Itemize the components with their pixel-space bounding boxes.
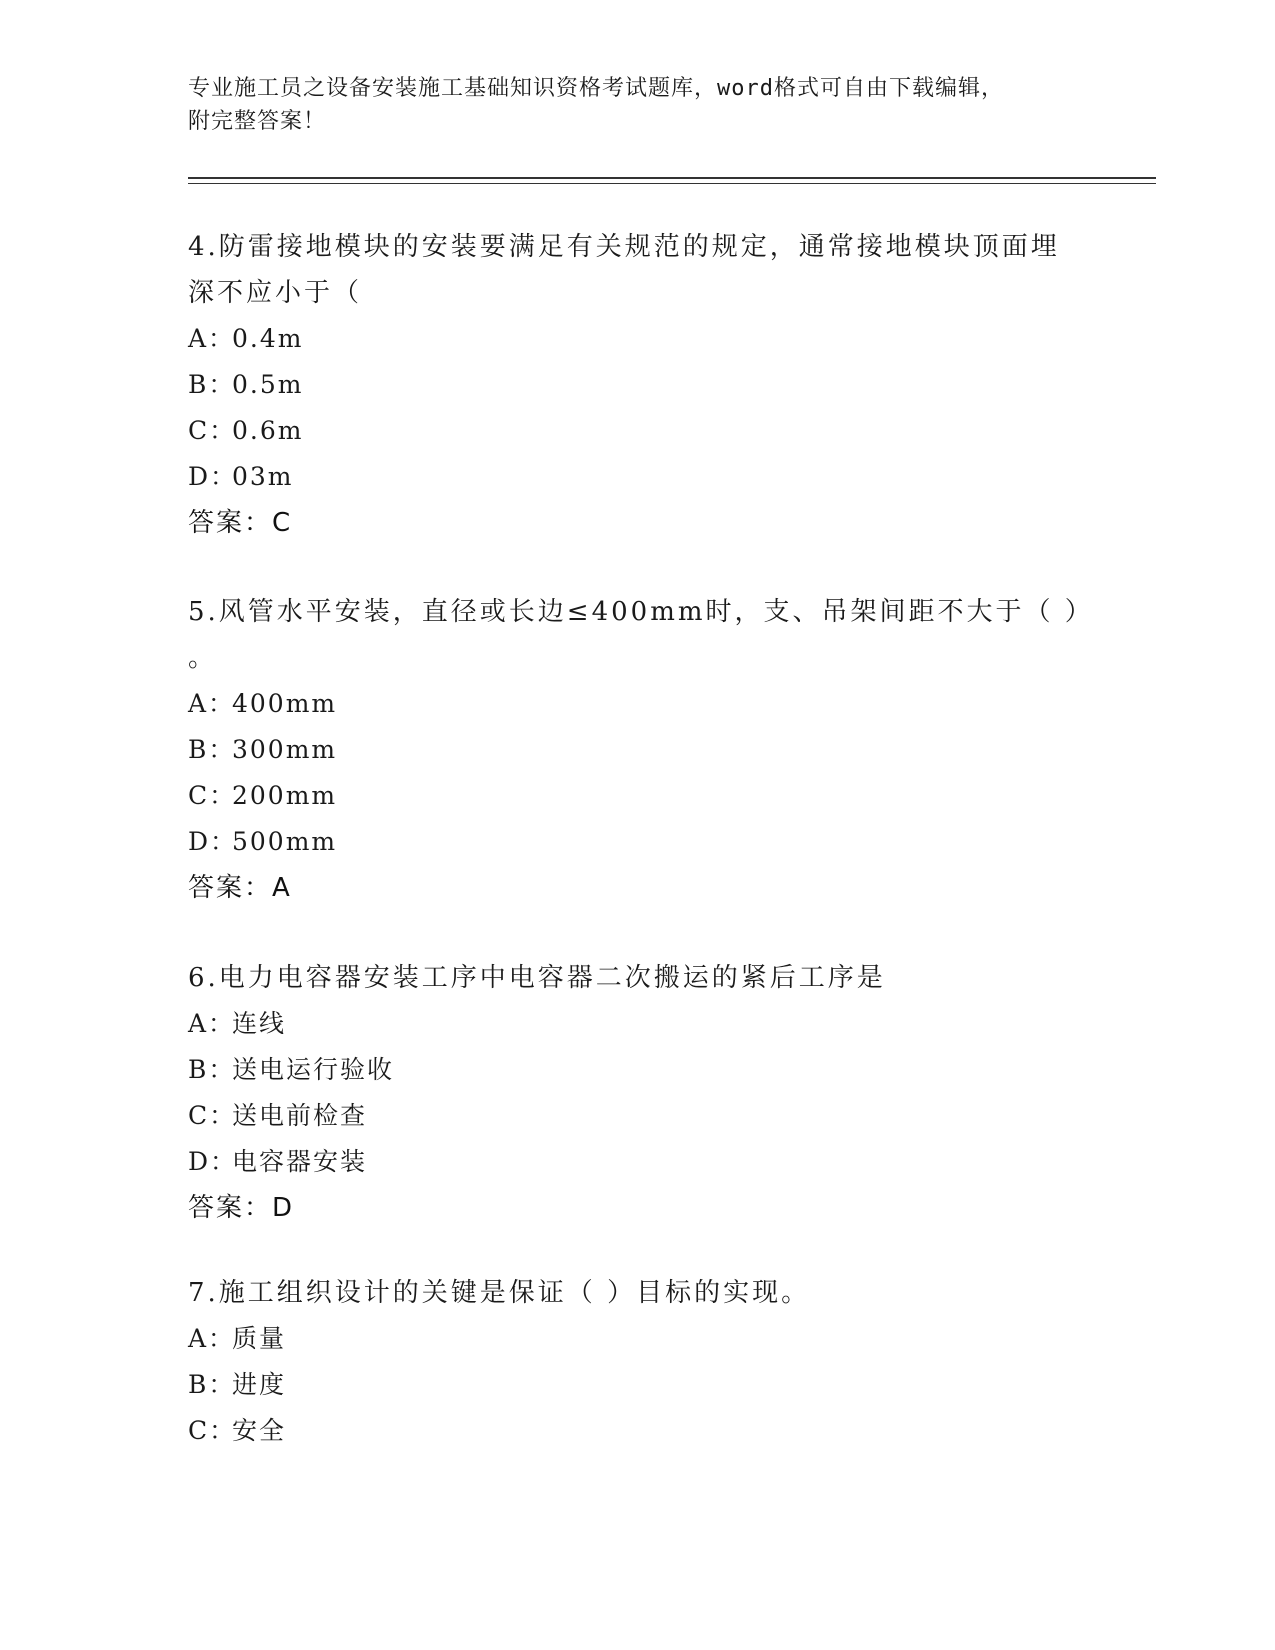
option-d bbox=[188, 819, 1088, 865]
option-label: A： bbox=[188, 1009, 236, 1038]
option-text: 500mm bbox=[232, 827, 338, 856]
question-6 bbox=[188, 955, 1088, 1231]
option-b bbox=[188, 362, 1088, 408]
option-text: 进度 bbox=[232, 1370, 287, 1399]
option-label: A： bbox=[188, 689, 236, 718]
option-d bbox=[188, 1139, 1088, 1185]
question-4 bbox=[188, 224, 1088, 546]
option-c bbox=[188, 408, 1088, 454]
question-stem: 4.防雷接地模块的安装要满足有关规范的规定，通常接地模块顶面埋 bbox=[188, 232, 1060, 262]
option-label: D： bbox=[188, 1147, 238, 1176]
question-stem-continued: 。 bbox=[188, 643, 218, 673]
option-c bbox=[188, 1093, 1088, 1139]
option-label: B： bbox=[188, 1370, 236, 1399]
option-c bbox=[188, 1408, 1088, 1454]
option-label: A： bbox=[188, 1324, 236, 1353]
option-text: 200mm bbox=[232, 781, 338, 810]
question-stem: 6.电力电容器安装工序中电容器二次搬运的紧后工序是 bbox=[188, 963, 886, 993]
header-rule-top bbox=[188, 177, 1156, 179]
option-label: B： bbox=[188, 735, 236, 764]
answer: 答案：C bbox=[188, 508, 293, 538]
option-text: 质量 bbox=[232, 1324, 287, 1353]
option-a bbox=[188, 681, 1088, 727]
header-line-1: 专业施工员之设备安装施工基础知识资格考试题库，word格式可自由下载编辑， bbox=[188, 76, 1004, 101]
option-text: 300mm bbox=[232, 735, 338, 764]
option-text: 电容器安装 bbox=[232, 1147, 368, 1176]
question-stem: 5.风管水平安装，直径或长边≤400mm时，支、吊架间距不大于（ ） bbox=[188, 597, 1094, 627]
question-7 bbox=[188, 1270, 1088, 1454]
option-text: 送电前检查 bbox=[232, 1101, 368, 1130]
option-c bbox=[188, 773, 1088, 819]
option-text: 0.6m bbox=[232, 416, 304, 445]
option-a bbox=[188, 316, 1088, 362]
option-text: 03m bbox=[232, 462, 294, 491]
answer: 答案：A bbox=[188, 873, 292, 903]
option-text: 0.4m bbox=[232, 324, 304, 353]
option-label: D： bbox=[188, 827, 238, 856]
option-a bbox=[188, 1001, 1088, 1047]
option-b bbox=[188, 1047, 1088, 1093]
option-label: D： bbox=[188, 462, 238, 491]
question-5 bbox=[188, 589, 1094, 911]
option-label: B： bbox=[188, 370, 236, 399]
option-b bbox=[188, 1362, 1088, 1408]
option-b bbox=[188, 727, 1088, 773]
option-text: 送电运行验收 bbox=[232, 1055, 395, 1084]
option-label: C： bbox=[188, 781, 237, 810]
answer: 答案：D bbox=[188, 1193, 295, 1223]
option-label: B： bbox=[188, 1055, 236, 1084]
option-text: 连线 bbox=[232, 1009, 287, 1038]
option-text: 0.5m bbox=[232, 370, 304, 399]
option-text: 400mm bbox=[232, 689, 338, 718]
option-d bbox=[188, 454, 1088, 500]
option-label: A： bbox=[188, 324, 236, 353]
header-line-2: 附完整答案！ bbox=[188, 109, 327, 134]
option-a bbox=[188, 1316, 1088, 1362]
option-text: 安全 bbox=[232, 1416, 287, 1445]
document-header bbox=[188, 72, 1088, 138]
header-rule-bottom bbox=[188, 183, 1156, 184]
question-stem: 7.施工组织设计的关键是保证（ ）目标的实现。 bbox=[188, 1278, 811, 1308]
option-label: C： bbox=[188, 416, 237, 445]
question-stem-continued: 深不应小于（ bbox=[188, 278, 363, 308]
option-label: C： bbox=[188, 1101, 237, 1130]
option-label: C： bbox=[188, 1416, 237, 1445]
